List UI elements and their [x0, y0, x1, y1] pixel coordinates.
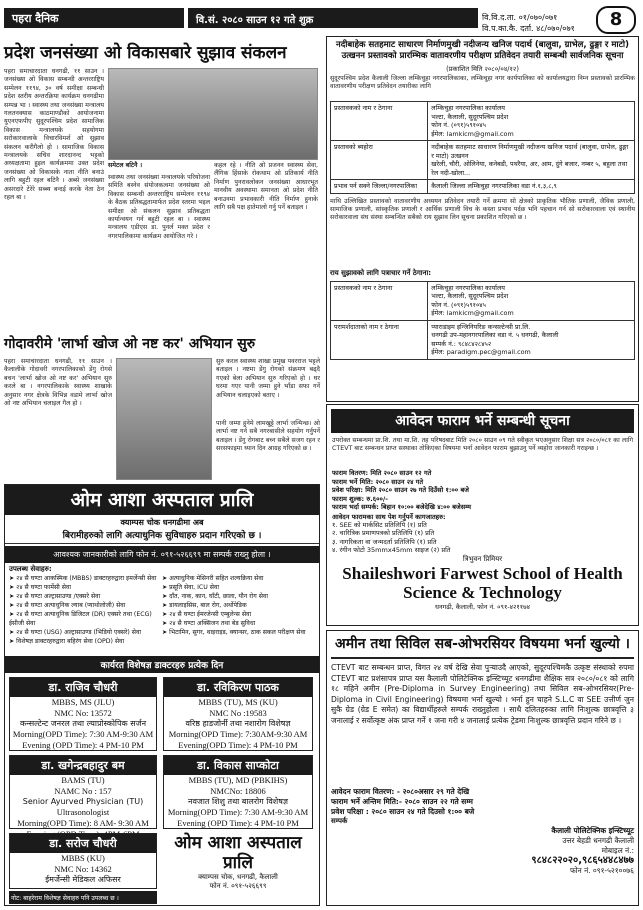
services-list	[5, 574, 319, 656]
services-right	[162, 574, 315, 656]
mobile-numbers: ९८४८२२०२०,९८६५४४८४७७	[531, 855, 634, 866]
table-cell: प्रस्तावकको नाम र ठेगाना	[331, 281, 428, 320]
hospital-address: क्याम्पस चोक, धनगढी, कैलाली	[198, 873, 278, 881]
table-cell: नदीबाहेक सतहमाट साधारण निर्माणमुखी नदीजन्य खनिज पदार्थ (बालुवा, ग्राभेल, ढुङ्गा र माटो) उत्खनन खरेली, चौरी, ओलिनेया, कनेबडी, पथरैया, अर, आम, दुंगे बजार, नम्बर ५, बहुला तथा रेल नदी-खोला...	[428, 141, 635, 180]
doctor-nmc: NAMC No : 157	[54, 786, 112, 796]
article1-col2: स्वास्थ्य तथा जनसंख्या मन्त्रालयके परियोजना समिति बस्नेव संयोजकत्वमा जनसंख्या ओ विकास सम्बन्धी अन्तरराष्ट्रिय सम्मेलन ११९४ के बैठक प्रतिबद्धतामार्फत प्रदेश स्तरमा भइल समीक्षा ओ संकलन सुझाव प्रतिबद्धता कार्यान्वयन गर्न बहुटी रहल बा । स्वास्थ्य मन्त्रालय एडीएस डा. पुनर्ल मक्त प्रदेश र नगरपालिकामा कार्यक्रम आयोजित गरे ।	[108, 174, 210, 240]
doctor-specialty: कन्सल्टेन्ट जनरल तथा ल्याप्रोस्कोपिक सर्जन	[19, 719, 147, 728]
service-item: ➤ २४ सै घण्टा अक्सिजन तथा बेड सुविधा	[162, 620, 256, 627]
doctor-nmc: NMC No :19583	[209, 708, 267, 718]
admission-notice-title: आवेदन फाराम भर्ने सम्बन्धी सूचना	[331, 409, 634, 433]
services-heading: उपलब्ध सेवाहरु:	[9, 565, 52, 573]
amin-overseer-notice	[326, 630, 639, 906]
school-affiliation: त्रिभुवन प्रिमियर	[462, 554, 503, 563]
service-item: ➤ २४ सै घण्टा ईमरजेन्सी एम्बुलेन्स सेवा	[162, 611, 252, 618]
eia-notice-intro: सुदूरपश्चिम प्रदेश कैलाली जिल्ला लम्किचुहा नगरपालिकाका, लम्किचुहा नगर कार्यपालिका को कार्यालयद्वारा निम्न प्रस्तावको प्रारम्भिक वातावरणीय परीक्षण प्रतिवेदन तयारीका लागि	[330, 75, 635, 91]
admission-dates	[327, 469, 638, 512]
documents-list	[327, 521, 638, 555]
doctor-morning-hours: Morning(OPD Time): 7:30AM-9:30 AM	[168, 729, 308, 739]
hospital-note: नोट: बाहरेराम विशेषज्ञ सेवाहरु पनि उपलब्ध छ ।	[9, 891, 157, 904]
table-row	[331, 281, 635, 320]
doctor-name: डा. राजिव चौधरी	[10, 678, 156, 697]
amin-contact-label: सम्पर्क	[331, 817, 348, 825]
issue-date: वि.सं. २०८० साउन १२ गते शुक्र	[188, 8, 478, 28]
page-header	[0, 0, 643, 36]
documents-heading: आवेदन फारामका साथ पेश गर्नुपर्ने कागजातहरु:	[332, 512, 446, 521]
doctor-evening-hours: Evening (OPD Time): 4 PM-10 PM	[22, 740, 144, 750]
eia-contact-heading: राय सुझावको लागि पत्राचार गर्ने ठेगाना:	[330, 268, 432, 277]
service-item: ➤ भिटामिन, सुगर, थाइराइड, क्यान्सर, ठाक सकल परीक्षण सेवा	[162, 629, 306, 636]
doctor-degree: MBBS (TU), MS (KU)	[198, 697, 278, 707]
service-item: ➤ २४ सै घण्टा आकस्मिक (MBBS) डाक्टरहरुद्वारा इमर्जेन्सी सेवा	[9, 575, 157, 582]
hospital-title: ओम आशा अस्पताल प्रालि	[5, 485, 319, 515]
service-item: ➤ प्रसूति सेवा, ICU सेवा	[162, 584, 219, 591]
eia-notice-table	[330, 101, 635, 194]
institute-name: कैलाली पोलिटेक्निक इन्स्टिच्यूट	[551, 826, 634, 835]
doctor-evening-hours: Evening (OPD Time): 4 PM-10 PM	[177, 818, 299, 828]
school-name: Shaileshwori Farwest School of Health Science & Technology	[342, 563, 623, 602]
article2-col1: पहरा समाचारदाता धनगढी, ११ साउन । कैलालीके गोदावरी नगरपालिकाको डेंगु रोगसे बचन 'लार्भा खोज ओ नष्ट कर' अभियान सुरु करले बा । नगरपालिकाके स्वास्थ्य शाखाके अनुसार नगर क्षेत्रके विभिन्न वडामे लार्भा खोज ओ नष्ट अभियान चलाइल गैल हो ।	[4, 358, 112, 408]
amin-date-line: प्रवेश परिक्षा : २०८० साउन २४ गते दिउसो १:०० बजे	[331, 807, 475, 816]
hospital-ad	[4, 484, 320, 906]
doctor-card	[9, 755, 157, 829]
service-item: ➤ २४ सै घण्टा अत्याधुनिक डिजिटल (DR) एक्सरे तथा (ECG) ईसीजी सेवा	[9, 611, 152, 627]
doctor-specialty: नवजात शिशु तथा बालरोग विशेषज्ञ	[188, 797, 288, 806]
table-cell: कैलाली जिल्ला लम्किचुहा नगरपालिका वडा नं.१,३,८,९	[428, 180, 635, 194]
article1-caption: समेटल बटिनै ।	[108, 162, 143, 169]
newspaper-name: पहरा दैनिक	[4, 8, 184, 28]
doctor-name: डा. सरोज चौधरी	[10, 834, 156, 853]
doctor-degree: MBBS (TU), MD (PBKIHS)	[188, 775, 288, 785]
service-item: ➤ अत्याधुनिक मेसिनरी सहित शल्यक्रिया सेवा	[162, 575, 264, 582]
doctor-card	[163, 755, 313, 829]
article1-col1: पहरा समाचारदाता धनगढी, ११ साउन । जनसंख्या ओ विकास सम्बन्धी अन्तरराष्ट्रिय सम्मेलन ११९४, ३० वर्ष समीक्षा सम्बन्धी प्रदेश स्तरीय अन्तरक्रिया कार्यक्रम धनगढीमा सम्पन्न भा । स्वास्थ्य तथा जनसंख्या मन्त्रालय गलतनक्यास काठमाण्डौको आयोजनामा युएनएफपीए सुदूरपश्चिम प्रदेश सामाजिक विकास मन्त्रालयके सहयोगमा सरोकारवालाके विचारविमर्श ओ सुझाव संकलन करीगैलो हो । सामाजिक विकास मन्त्रालयके सचिव शारदानन्द भट्टको अध्यक्षतामा हुइल कार्यक्रममा उक्त प्रदेश जनसंख्या ओ विकासके नाता नीति बनाउं लागि बहुटी रहल बटिनै । अब्से जनसंख्या असरदारे टेरेरे सब्ब्य बन्दई करके नेता ठेन रहल बा ।	[4, 68, 104, 202]
service-item: ➤ दाँत, नाक, कान, घाँटी, छाला, यौन रोग सेवा	[162, 593, 268, 600]
doctor-nmc: NMC No: 14362	[54, 864, 112, 874]
doctor-degree: MBBS (KU)	[61, 853, 105, 863]
amin-date-line: फाराम भर्ने अन्तिम मिति:- २०८० साउन २२ गते सम्म	[331, 797, 473, 806]
admission-notice	[326, 404, 639, 626]
doctor-specialty: ईमर्जेन्सी मेडिकल अफिसर	[45, 875, 121, 884]
document-item: २. चारित्रिक प्रमाणपत्रको प्रतिलिपि (१) प्रति	[332, 529, 435, 537]
institute-phone: फोन नं. ०९१-५२१००७६	[570, 866, 634, 875]
service-item: ➤ विशेषज्ञ डाक्टरहरुद्वारा बहिरंग सेवा (OPD) सेवा	[9, 638, 125, 645]
article1-col3: कहल रहे । नीति ओ प्रजनन स्वास्थ्य सेवा, लैंगिक हिंसाके रोकथाम ओ प्रतिकार्य नीति निर्माण पुनरावलोकन जनसंख्या आधारभूत मानवीय अवस्थामा समानता ओ प्रदेश नीति बनाउनमा प्रभावकारी नीति निर्माण हुनाके लागि सबै पक्ष हातेमालो गर्नु पर्ने बताइल ।	[214, 162, 318, 212]
admission-line: फाराम भर्दा सम्पर्क: बिहान १०:०० बजेदेखि ४:०० बजेसम्म	[332, 503, 471, 511]
article2-col2: सुरु करल स्वास्थ्य शाखा प्रमुख पवरराज भट्टले बताइल । नष्टमा डेंगु रोगको संक्रमण बढ्दै गएको बेला अभियान सुरु गरिएको हो । घर घरमा गएर पानी जम्मा हुने भाँडा सफा गर्ने अभियान चलाइएको बताए ।	[216, 358, 320, 399]
service-item: ➤ २४ सै घण्टा अत्याधुनिक ल्याब (प्याथोलोजी) सेवा	[9, 602, 126, 609]
doctor-degree: MBBS, MS (JLU)	[51, 697, 115, 707]
doctor-card	[163, 677, 313, 751]
doctor-card	[9, 677, 157, 751]
table-row	[331, 141, 635, 180]
admission-notice-body: उपरोक्त सम्बन्धमा प्रा.शि. तथा मा.शि. तह परिषदबाट मिति २०८० साउन ०९ गते स्वीकृत भएअनुसार शिक्षा सत्र २०८०/०८१ का लागि CTEVT बाट सम्बन्धन प्राप्त सस्थाका तोकिएका विषयमा भर्ना आवेदन फाराम बुझाउनु पर्ने व्यहोरा जानकारी गराइन्छ ।	[332, 437, 633, 453]
eia-contact-table	[330, 281, 635, 360]
doctor-card	[9, 833, 157, 889]
hospital-tagline: बिरामीहरुको लागि अत्याधुनिक सुविधाहरु प्रदान गरिएको छ ।	[5, 528, 319, 544]
doctor-name: डा. खगेन्द्रबहादुर बम	[10, 756, 156, 775]
doctor-degree: BAMS (TU)	[61, 775, 105, 785]
hospital-logo-block	[163, 833, 313, 903]
services-left	[9, 574, 162, 656]
amin-notice-title: अमीन तथा सिविल सब-ओभरसियर विषयमा भर्ना खुल्यो ।	[331, 635, 634, 659]
doctor-evening-hours: Evening(OPD Time): 4 PM-10 PM	[178, 740, 298, 750]
school-address: धनगढी, कैलाली, फोन नं. ०९१-४२११७४	[435, 602, 530, 611]
document-item: ४. रंगीन फोटो 35mmx45mm साइज (२) प्रति	[332, 546, 451, 554]
institute-address: उत्तर बेहडी धनगढी कैलाली	[562, 836, 634, 845]
hospital-logo-title: ओम आशा अस्पताल प्रालि	[174, 833, 302, 873]
doctor-name: डा. रविकिरण पाठक	[164, 678, 312, 697]
eia-notice-date: (प्रकाशित मिति २०८०/०४/१२)	[446, 65, 519, 73]
doctor-morning-hours: Morning(OPD Time): 7:30 AM-9:30 AM	[167, 807, 309, 817]
doctor-name: डा. विकास साप्कोटा	[164, 756, 312, 775]
table-row	[331, 320, 635, 359]
table-cell: परामर्शदाताको नाम र ठेगाना	[331, 320, 428, 359]
article2-photo	[116, 358, 212, 480]
eia-notice-paragraph: माथि उल्लिखित प्रस्तावको वातावरणीय अध्ययन प्रतिवेदन तयारी गर्ने क्रममा सो क्षेत्रको प्राकृतिक भौतिक प्रणाली, जैविक प्रणाली, सामाजिक प्रणाली, सांस्कृतिक प्रणाली र आर्थिक प्रणाली विच के कस्ता प्रभाव पर्दछ भनि पहचान गर्न सो सरोकारवाला एवं स्थानीय सरोकारवाला संघ संस्था सम्बन्धित सबैको राय सुझाव लिन सूचना प्रकाशित गरिएको छ ।	[330, 197, 635, 222]
article1-headline: प्रदेश जनसंख्या ओ विकासबारे सुझाव संकलन	[4, 43, 287, 63]
table-cell: लम्किचुहा नगरपालिका कार्यालय भल्टा, कैलाली, सुदूरपश्चिम प्रदेश फोन नं. (०९१)५९१०४५ ईमेल: lamkicm@gmail.com	[428, 102, 635, 141]
admission-line: प्रवेश परिक्षा: मिति २०८० साउन २७ गते दिउँसो १:०० बजे	[332, 486, 469, 494]
amin-date-line: आवेदन फाराम वितरण: - २०८०असार २९ गते देखि	[331, 787, 470, 796]
doctor-nmc: NMC No: 13572	[54, 708, 112, 718]
table-cell: प्रस्तावको ब्यहोरा	[331, 141, 428, 180]
table-cell: प्याराडाइम इन्जिनियरिङ कन्सल्टेन्सी प्रा.लि. धनगढी उप-महानगरपालिका वडा नं. ५ धनगढी, कैलाली सम्पर्क नं.: ९८४८४२८४५२ ईमेल: paradigm.pec@gmail.com	[428, 320, 635, 359]
doctor-nmc: NMCNo: 18806	[210, 786, 266, 796]
doctor-morning-hours: Morning(OPD Time): 7:30 AM-9:30 AM	[12, 729, 154, 739]
eia-notice-title: नदीबाहेक सतहमाट साधारण निर्माणमुखी नदीजन्य खनिज पदार्थ (बालुवा, ग्राभेल, ढुङ्गा र माटो) उत्खनन प्रस्तावको प्रारम्भिक वातावरणीय परीक्षण प्रतिवेदन तयारी सम्बन्धी सार्वजनिक सूचना	[336, 40, 629, 61]
article2-col3: पानी जम्मा हुनेमे लामखुट्टे लार्भा जन्मिन्छ। ओ लार्भा नष्ट गर्न सबै नगरबासीले सहयोग गर्नुपर्ने बताइल । डेंगु रोगबाट बच्न सबैले सजग रहन र सरसफाइमा ध्यान दिन आग्रह गरिएको छ ।	[216, 420, 320, 453]
registration-info: वि.वि.द.ता. ०१/०७०/०७१ वि.प.का.कै. दर्ता. ४८/०७०/०७१	[482, 13, 575, 33]
article1-photo	[108, 68, 318, 160]
service-item: ➤ २४ सै घण्टा फार्मेसी सेवा	[9, 584, 71, 591]
amin-notice-body: CTEVT बाट सम्बन्धन प्राप्त, विगत २४ वर्ष देखि सेवा पुऱ्याउदै आएको, सुदूरपश्चिमकै उत्कृष्ट संस्थाको रुपमा CTEVT बाट प्रशंसापत्र प्राप्त यस कैलाली पोलिटेक्निक इन्स्टिच्यूट धनगढीमा शैक्षिक सत्र २०८०/०८१ को लागि १८ महिने अमीन (Pre-Diploma in Survey Engineering) तथा सिविल सब-ओभरसियर(Pre-Diploma in Civil Engineering) विषयमा भर्ना खुल्यो । भर्ना हुन चाहने S.L.C वा SEE उत्तीर्ण जुन सुकै ग्रेड (ग्रेड E समेत) का विद्यार्थीहरुले सम्पर्क राख्नुहोला । साथै दलितहरुका लागि निःशुल्क छात्रवृत्ति ३ जनालाई र सर्वोत्कृष्ट अंक प्राप्त गर्ने १ जना गरी ४ जनालाई प्रत्येक ट्रेडमा निःशुल्क छात्रवृत्ति प्रदान गरिने छ ।	[331, 663, 634, 725]
table-cell: प्रस्तावकको नाम र ठेगाना	[331, 102, 428, 141]
doctor-morning-hours: Morning(OPD Time): 8 AM- 9:30 AM	[17, 818, 149, 828]
doctor-specialty: Senior Ayurved Physician (TU)	[22, 797, 144, 806]
table-cell: लम्किचुहा नगरपालिका कार्यालय भल्टा, कैलाली, सुदूरपश्चिम प्रदेश फोन नं. (०९१)५९१०४५ ईमेल: lamkicm@gmail.com	[428, 281, 635, 320]
mobile-label: मोबाइल नं.:	[601, 846, 634, 855]
article2-headline: गोदावरीमे 'लार्भा खोज ओ नष्ट कर' अभियान सुरु	[4, 336, 256, 352]
specialist-bar: कार्यरत विशेषज्ञ डाक्टरहरु प्रत्येक दिन	[5, 656, 319, 673]
document-item: १. SEE को मार्कसिट प्रतिलिपि (१) प्रति	[332, 520, 427, 529]
admission-line: फाराम शुल्क: रु.६००/-	[332, 494, 388, 503]
table-row	[331, 102, 635, 141]
doctor-extra: Ultrasonologist	[56, 807, 110, 817]
service-item: ➤ २४ सै घण्टा अल्ट्रासाउण्ड /एक्सरे सेवा	[9, 593, 101, 600]
document-item: ३. नागरिकता वा जन्मदर्ता प्रतिलिपि (१) प्रति	[332, 537, 437, 546]
admission-line: फाराम वितरण: मिति २०८० साउन १२ गते	[332, 469, 432, 477]
service-item: ➤ २४ सै घण्टा (USG) अल्ट्रासाउण्ड (भिडियो एक्सरे) सेवा	[9, 629, 142, 636]
eia-notice	[326, 36, 639, 402]
hospital-contact-bar: आवश्यक जानकारीको लागि फोन नं. ०९१-५२६६९९ मा सम्पर्क राख्नु होला ।	[5, 546, 319, 563]
amin-notice-dates	[331, 787, 634, 817]
table-row	[331, 180, 635, 194]
doctor-grid	[5, 673, 319, 905]
page-number: 8	[596, 6, 636, 34]
admission-line: फाराम भर्ने मिति: २०८० साउन २४ गते	[332, 477, 424, 486]
hospital-location: क्याम्पस चोक धनगढीमा अब	[120, 518, 204, 527]
hospital-phone: फोन नं. ०९१-५२६६९९	[209, 882, 267, 890]
doctor-specialty: वरिष्ठ हाडजोर्नी तथा नशारोग विशेषज्ञ	[185, 719, 291, 728]
table-cell: प्रभाव पर्न सक्ने जिल्ला/नगरपालिका	[331, 180, 428, 194]
service-item: ➤ डायलाइसिस, बाल रोग, अर्थोपेडिक	[162, 602, 247, 609]
